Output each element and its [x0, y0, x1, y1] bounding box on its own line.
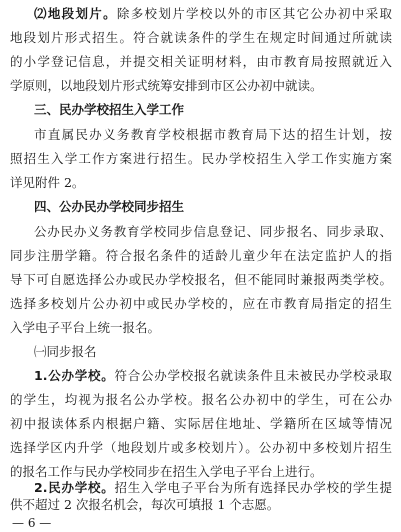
paragraph-line: 详见附件 2。	[10, 175, 85, 190]
paragraph-line: ⑵地段划片。除多校划片学校以外的市区其它公办初中采取	[34, 6, 392, 21]
subsection-heading: ㈠同步报名	[34, 344, 97, 359]
paragraph-line: 选择学区内升学（地段划片或多校划片）。公办初中多校划片招生	[10, 440, 392, 455]
paragraph-line: 同步注册学籍。符合报名条件的适龄儿童少年在法定监护人的指	[10, 248, 392, 263]
paragraph-line: 公办民办义务教育学校同步信息登记、同步报名、同步录取、	[34, 224, 392, 239]
paragraph-line: 2.民办学校。招生入学电子平台为所有选择民办学校的学生提	[34, 480, 392, 495]
paragraph-line: 1.公办学校。符合公办学校报名就读条件且未被民办学校录取	[34, 368, 392, 383]
paragraph-line: 地段划片形式招生。符合就读条件的学生在规定时间通过所就读	[10, 30, 392, 45]
section-heading-4: 四、公办民办学校同步招生	[34, 199, 185, 214]
paragraph-line: 市直属民办义务教育学校根据市教育局下达的招生计划，按	[34, 127, 392, 142]
paragraph-line: 的报名工作与民办学校同步在招生入学电子平台上进行。	[10, 464, 323, 479]
paragraph-line: 照招生入学工作方案进行招生。民办学校招生入学工作实施方案	[10, 151, 392, 166]
term-public-school: 1.公办学校。	[34, 368, 115, 383]
page-number: — 6 —	[12, 516, 52, 530]
paragraph-line: 的学生，均视为报名公办学校。报名公办初中的学生，可在公办	[10, 392, 392, 407]
term-private-school: 2.民办学校。	[34, 480, 115, 495]
paragraph-line: 导下可自愿选择公办或民办学校报名，但不能同时兼报两类学校。	[10, 272, 392, 287]
section-heading-3: 三、民办学校招生入学工作	[34, 102, 185, 117]
paragraph-line: 初中报读体系内根据户籍、实际居住地址、学籍所在区域等情况	[10, 416, 392, 431]
paragraph-line: 入学电子平台上统一报名。	[10, 320, 161, 335]
paragraph-line: 的小学登记信息，并提交相关证明材料，由市教育局按照就近入	[10, 54, 392, 69]
paragraph-line: 选择多校划片公办初中或民办学校的，应在市教育局指定的招生	[10, 296, 392, 311]
paragraph-line: 供不超过 2 次报名机会，每次可填报 1 个志愿。	[10, 497, 280, 512]
paragraph-line: 学原则，以地段划片形式统筹安排到市区公办初中就读。	[10, 78, 323, 93]
term-district-zoning: ⑵地段划片。	[34, 6, 117, 21]
